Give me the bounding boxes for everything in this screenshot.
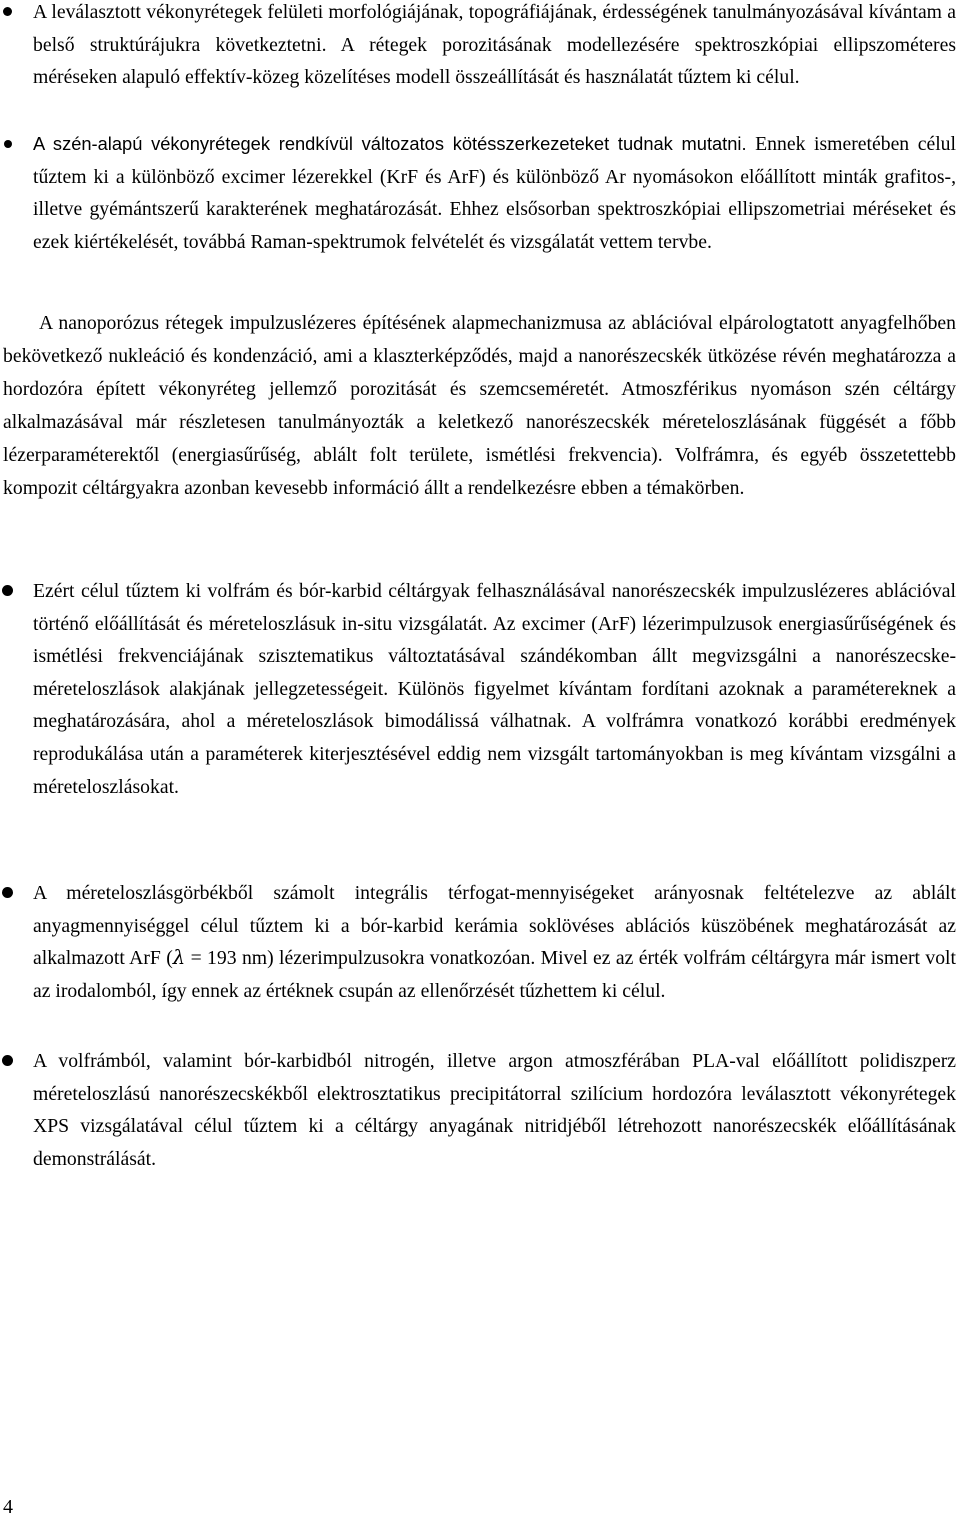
bullet-text: = 193 nm) lézerimpulzusokra vonatkozóan. Mivel ez az érték volfrám céltárgyra már ismert volt az irodalomból, így ennek az értéknek csupán az ellenőrzését tűzhettem ki célul. <box>33 947 956 1002</box>
page-number: 4 <box>3 1496 13 1518</box>
lambda-symbol: λ <box>172 946 186 970</box>
bullet-icon <box>2 887 13 898</box>
bullet-item-ablation-threshold <box>33 877 956 1007</box>
bullet-icon <box>4 140 12 148</box>
bullet-icon <box>2 585 13 596</box>
bullet-text: A volfrámból, valamint bór-karbidból nitrogén, illetve argon atmoszférában PLA-val előállított polidiszperz méreteloszlású nanorészecskékből elektrosztatikus precipitátorral szilícium hordozóra leválasztott vékonyrétegek XPS vizsgálatával célul tűztem ki a céltárgy anyagának nitridjéből létrehozott nanorészecskék előállításának demonstrálását. <box>33 1050 956 1170</box>
bullet-text: Ennek ismeretében célul tűztem ki a különböző excimer lézerekkel (KrF és ArF) és különböző Ar nyomásokon előállított minták grafitos-, illetve gyémántszerű karakterének meghatározását. Ehhez elsősorban spektroszkópiai ellipszometriai méréseket és ezek kiértékelését, továbbá Raman-spektrumok felvételét és vizsgálatát vettem tervbe. <box>33 133 956 253</box>
bullet-item-xps-analysis <box>33 1045 956 1175</box>
bullet-item-tungsten-boron-carbide <box>33 575 956 803</box>
bullet-icon <box>3 7 12 16</box>
bullet-text: Ezért célul tűztem ki volfrám és bór-karbid céltárgyak felhasználásával nanorészecskék impulzuslézeres ablációval történő előállítását és méreteloszlásuk in-situ vizsgálatát. Az excimer (ArF) lézerimpulzusok energiasűrűségének és ismétlési frekvenciájának szisztematikus változtatásával szándékomban állt megvizsgálni a nanorészecske-méreteloszlások alakjának jellegzetességeit. Különös figyelmet kívántam fordítani azoknak a paramétereknek a meghatározására, ahol a méreteloszlások bimodálissá válhatnak. A volfrámra vonatkozó korábbi eredmények reprodukálása után a paraméterek kiterjesztésével eddig nem vizsgált tartományokban is meg kívántam vizsgálni a méreteloszlásokat. <box>33 580 956 798</box>
bullet-item-surface-morphology <box>33 0 956 94</box>
body-paragraph-nanoporous: A nanoporózus rétegek impulzuslézeres építésének alapmechanizmusa az ablációval elpárologtatott anyagfelhőben bekövetkező nukleáció és kondenzáció, ami a klaszterképződés, majd a nanorészecskék ütközése révén meghatározza a hordozóra épített vékonyréteg jellemző porozitását és szemcseméretét. Atmoszférikus nyomáson szén céltárgy alkalmazásával már részletesen tanulmányozták a keletkező nanorészecskék méreteloszlásának függését a főbb lézerparaméterektől (energiasűrűség, ablált folt területe, ismétlési frekvencia). Volfrámra, és egyéb összetettebb kompozit céltárgyakra azonban kevesebb információ állt a rendelkezésre ebben a témakörben. <box>3 312 956 499</box>
bullet-text: A méreteloszlásgörbékből számolt integrális térfogat-mennyiségeket arányosnak feltételezve az ablált anyagmennyiséggel célul tűztem ki a bór-karbid kerámia soklövéses ablációs küszöbének meghatározását az alkalmazott ArF ( <box>33 882 956 970</box>
bullet-text: A leválasztott vékonyrétegek felületi morfológiájának, topográfiájának, érdességének tanulmányozásával kívántam a belső struktúrájukra következtetni. A rétegek porozitásának modellezésére spektroszkópiai ellipszométeres méréseken alapuló effektív-közeg közelítéses modell összeállítását és használatát tűztem ki célul. <box>33 1 956 89</box>
bullet-text-sans: A szén-alapú vékonyrétegek rendkívül változatos kötésszerkezeteket tudnak mutatni. <box>33 133 747 154</box>
bullet-item-carbon-films <box>33 128 956 258</box>
bullet-icon <box>2 1055 13 1066</box>
